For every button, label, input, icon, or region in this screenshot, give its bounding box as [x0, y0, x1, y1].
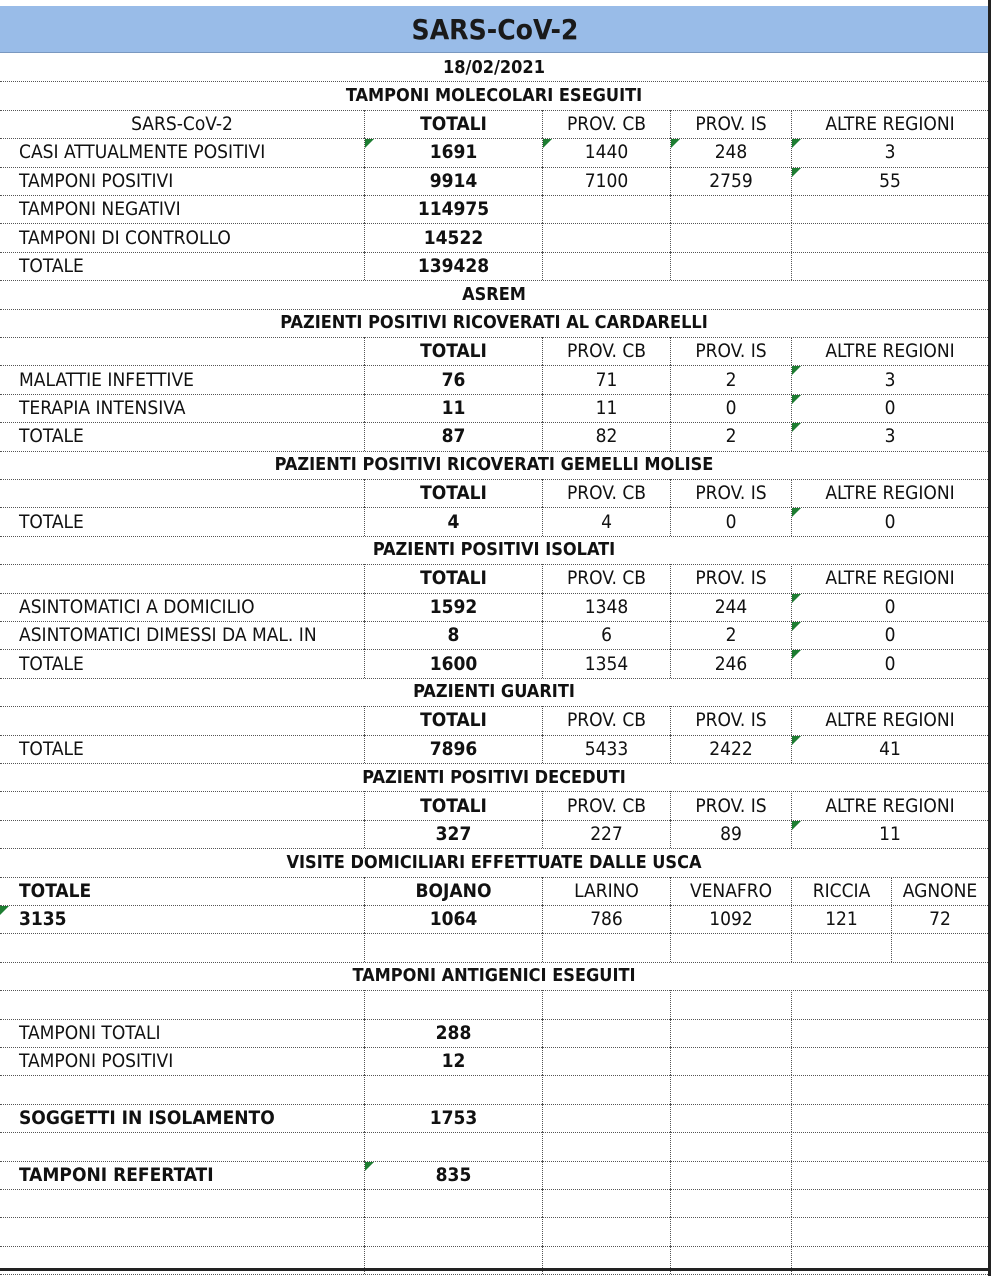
molecolari-header-tot-cell[interactable]: TOTALI: [364, 110, 542, 138]
antigenici-empty-row-al-cell[interactable]: [791, 990, 988, 1018]
cardarelli-row-cb-cell[interactable]: 71: [542, 365, 670, 393]
cardarelli-header-cb-cell[interactable]: PROV. CB: [542, 337, 670, 365]
molecolari-row-is-cell[interactable]: 2759: [670, 167, 791, 195]
molecolari-row-cb-cell[interactable]: [542, 195, 670, 223]
usca-values: [0, 905, 988, 934]
cardarelli-row-al-cell[interactable]: 0: [791, 394, 988, 422]
deceduti-header: [0, 791, 988, 820]
asrem-title[interactable]: ASREM: [462, 283, 526, 305]
usca-empty-row-lbl-cell[interactable]: [0, 933, 364, 961]
antigenici-empty-row-5-lbl-cell[interactable]: [0, 1217, 364, 1245]
cell-comment-marker-icon: [792, 423, 801, 432]
molecolari-row: [0, 167, 988, 196]
deceduti-header-lbl-cell[interactable]: [0, 791, 364, 819]
cardarelli-row-cb-cell[interactable]: 11: [542, 394, 670, 422]
isolati-row-tot-cell[interactable]: 8: [364, 621, 542, 649]
molecolari-row-cb-cell[interactable]: 7100: [542, 167, 670, 195]
guariti-header-al-cell[interactable]: ALTRE REGIONI: [791, 706, 988, 734]
cell-comment-marker-icon: [792, 622, 801, 631]
gemelli-header-is-cell[interactable]: PROV. IS: [670, 479, 791, 507]
guariti-row-is-cell[interactable]: 2422: [670, 735, 791, 763]
antigenici-isolamento-label[interactable]: SOGGETTI IN ISOLAMENTO: [19, 1106, 275, 1129]
antigenici-isolamento-value[interactable]: 1753: [364, 1104, 542, 1132]
molecolari-section-title[interactable]: TAMPONI MOLECOLARI ESEGUITI: [345, 85, 643, 107]
guariti-row-al-cell[interactable]: 41: [791, 735, 988, 763]
usca-values-lbl-cell[interactable]: 3135: [19, 908, 67, 931]
isolati-header-al-cell[interactable]: ALTRE REGIONI: [791, 564, 988, 592]
isolati-row-is-cell[interactable]: 2: [670, 621, 791, 649]
usca-empty-row-tot-cell[interactable]: [364, 933, 542, 961]
antigenici-empty-row-3-al-cell[interactable]: [791, 1132, 988, 1160]
cardarelli-row-al-cell[interactable]: 3: [791, 365, 988, 393]
usca-header-is-cell[interactable]: VENAFRO: [670, 877, 791, 905]
antigenici-empty-row-2-tot-cell[interactable]: [364, 1075, 542, 1103]
cardarelli-row-lbl-cell[interactable]: MALATTIE INFETTIVE: [19, 368, 194, 391]
antigenici-tamponi-positivi-value[interactable]: 12: [364, 1047, 542, 1075]
isolati-row-tot-cell[interactable]: 1600: [364, 649, 542, 677]
cardarelli-row: [0, 422, 988, 451]
usca-section-title-row: [0, 848, 988, 877]
antigenici-empty-row-tot-cell[interactable]: [364, 990, 542, 1018]
usca-empty-row-cb-cell[interactable]: [542, 933, 670, 961]
gemelli-header-tot-cell[interactable]: TOTALI: [364, 479, 542, 507]
antigenici-empty-row-3-tot-cell[interactable]: [364, 1132, 542, 1160]
antigenici-section-title-row: [0, 962, 988, 991]
gemelli-row-lbl-cell[interactable]: TOTALE: [19, 510, 84, 533]
molecolari-row-tot-cell[interactable]: 14522: [364, 223, 542, 251]
isolati-row-al-cell[interactable]: 0: [791, 649, 988, 677]
cell-comment-marker-icon: [792, 736, 801, 745]
deceduti-row: [0, 820, 988, 849]
molecolari-row-tot-cell[interactable]: 139428: [364, 252, 542, 280]
isolati-row: [0, 621, 988, 650]
molecolari-row-lbl-cell[interactable]: TAMPONI POSITIVI: [19, 169, 174, 192]
antigenici-tamponi-totali-al-cell[interactable]: [791, 1019, 988, 1047]
molecolari-row-cb-cell[interactable]: [542, 252, 670, 280]
gemelli-header-cb-cell[interactable]: PROV. CB: [542, 479, 670, 507]
molecolari-header-cb-cell[interactable]: PROV. CB: [542, 110, 670, 138]
sheet-title: SARS-CoV-2: [0, 6, 990, 53]
antigenici-empty-row-2-al-cell[interactable]: [791, 1075, 988, 1103]
molecolari-row-is-cell[interactable]: [670, 252, 791, 280]
antigenici-tamponi-totali: [0, 1019, 988, 1048]
antigenici-empty-row-4-cb-cell[interactable]: [542, 1189, 670, 1217]
cardarelli-row: [0, 365, 988, 394]
deceduti-header-tot-cell[interactable]: TOTALI: [364, 791, 542, 819]
isolati-header-tot-cell[interactable]: TOTALI: [364, 564, 542, 592]
cardarelli-section-title[interactable]: PAZIENTI POSITIVI RICOVERATI AL CARDARELLI: [280, 312, 708, 334]
isolati-section-title[interactable]: PAZIENTI POSITIVI ISOLATI: [372, 539, 616, 561]
molecolari-row-is-cell[interactable]: 248: [670, 138, 791, 166]
antigenici-empty-row-is-cell[interactable]: [670, 990, 791, 1018]
antigenici-tamponi-positivi-label[interactable]: TAMPONI POSITIVI: [19, 1050, 174, 1073]
molecolari-row-al-cell[interactable]: [791, 195, 988, 223]
usca-header: [0, 877, 988, 906]
cell-comment-marker-icon: [792, 168, 801, 177]
guariti-row-cb-cell[interactable]: 5433: [542, 735, 670, 763]
cardarelli-row-tot-cell[interactable]: 11: [364, 394, 542, 422]
antigenici-section-title[interactable]: TAMPONI ANTIGENICI ESEGUITI: [352, 965, 636, 987]
antigenici-tamponi-totali-cb-cell[interactable]: [542, 1019, 670, 1047]
guariti-section-title-row: [0, 678, 988, 707]
molecolari-row-al-cell[interactable]: [791, 223, 988, 251]
molecolari-header: [0, 110, 988, 139]
usca-values-is-cell[interactable]: 1092: [670, 905, 791, 933]
antigenici-isolamento-cb-cell[interactable]: [542, 1104, 670, 1132]
isolati-row-lbl-cell[interactable]: ASINTOMATICI A DOMICILIO: [19, 595, 255, 618]
gemelli-row-cb-cell[interactable]: 4: [542, 507, 670, 535]
cardarelli-row: [0, 394, 988, 423]
cell-comment-marker-icon: [792, 821, 801, 830]
antigenici-empty-row-2: [0, 1075, 988, 1104]
antigenici-empty-row-4-lbl-cell[interactable]: [0, 1189, 364, 1217]
antigenici-empty-row-cb-cell[interactable]: [542, 990, 670, 1018]
deceduti-section-title-row: [0, 763, 988, 792]
antigenici-empty-row-4-is-cell[interactable]: [670, 1189, 791, 1217]
gemelli-header-lbl-cell[interactable]: [0, 479, 364, 507]
molecolari-row-tot-cell[interactable]: 1691: [364, 138, 542, 166]
cardarelli-row-al-cell[interactable]: 3: [791, 422, 988, 450]
usca-empty-row-ric-cell[interactable]: [791, 933, 891, 961]
cell-comment-marker-icon: [792, 366, 801, 375]
molecolari-row: [0, 223, 988, 252]
gemelli-header: [0, 479, 988, 508]
molecolari-row-tot-cell[interactable]: 114975: [364, 195, 542, 223]
usca-header-ric-cell[interactable]: RICCIA: [791, 877, 891, 905]
guariti-header-tot-cell[interactable]: TOTALI: [364, 706, 542, 734]
antigenici-empty-row-4-tot-cell[interactable]: [364, 1189, 542, 1217]
isolati-row-cb-cell[interactable]: 6: [542, 621, 670, 649]
usca-values-ric-cell[interactable]: 121: [791, 905, 891, 933]
deceduti-section-title[interactable]: PAZIENTI POSITIVI DECEDUTI: [362, 766, 626, 788]
antigenici-refertati: [0, 1161, 988, 1190]
gemelli-section-title-row: [0, 451, 988, 480]
usca-header-agn-cell[interactable]: AGNONE: [891, 877, 988, 905]
cell-comment-marker-icon: [365, 1162, 374, 1171]
cell-comment-marker-icon: [792, 594, 801, 603]
molecolari-section-title-row: [0, 81, 988, 110]
cell-comment-marker-icon: [543, 139, 552, 148]
isolati-header-cb-cell[interactable]: PROV. CB: [542, 564, 670, 592]
deceduti-row-tot-cell[interactable]: 327: [364, 820, 542, 848]
molecolari-row-al-cell[interactable]: 3: [791, 138, 988, 166]
molecolari-row-lbl-cell[interactable]: TAMPONI NEGATIVI: [19, 198, 181, 221]
molecolari-row-al-cell[interactable]: [791, 252, 988, 280]
antigenici-tamponi-positivi-cb-cell[interactable]: [542, 1047, 670, 1075]
antigenici-tamponi-positivi: [0, 1047, 988, 1076]
usca-header-tot-cell[interactable]: BOJANO: [364, 877, 542, 905]
antigenici-empty-row-5-cb-cell[interactable]: [542, 1217, 670, 1245]
antigenici-tamponi-positivi-al-cell[interactable]: [791, 1047, 988, 1075]
deceduti-row-lbl-cell[interactable]: [0, 820, 364, 848]
cardarelli-section-title-row: [0, 309, 988, 338]
gemelli-row: [0, 507, 988, 536]
usca-section-title[interactable]: VISITE DOMICILIARI EFFETTUATE DALLE USCA: [286, 851, 702, 873]
molecolari-header-lbl-cell[interactable]: SARS-CoV-2: [131, 112, 233, 135]
antigenici-refertati-is-cell[interactable]: [670, 1161, 791, 1189]
isolati-header-lbl-cell[interactable]: [0, 564, 364, 592]
antigenici-empty-row-4: [0, 1189, 988, 1218]
guariti-header-cb-cell[interactable]: PROV. CB: [542, 706, 670, 734]
antigenici-empty-row-3: [0, 1132, 988, 1161]
antigenici-empty-row-2-cb-cell[interactable]: [542, 1075, 670, 1103]
molecolari-row-lbl-cell[interactable]: CASI ATTUALMENTE POSITIVI: [19, 141, 266, 164]
deceduti-header-is-cell[interactable]: PROV. IS: [670, 791, 791, 819]
deceduti-row-cb-cell[interactable]: 227: [542, 820, 670, 848]
molecolari-row-lbl-cell[interactable]: TOTALE: [19, 254, 84, 277]
molecolari-row: [0, 252, 988, 281]
antigenici-refertati-value[interactable]: 835: [364, 1161, 542, 1189]
antigenici-empty-row-lbl-cell[interactable]: [0, 990, 364, 1018]
guariti-header-is-cell[interactable]: PROV. IS: [670, 706, 791, 734]
antigenici-empty-row-5: [0, 1217, 988, 1246]
molecolari-row-is-cell[interactable]: [670, 223, 791, 251]
antigenici-refertati-cb-cell[interactable]: [542, 1161, 670, 1189]
report-date[interactable]: 18/02/2021: [443, 56, 545, 78]
guariti-row-lbl-cell[interactable]: TOTALE: [19, 737, 84, 760]
molecolari-row-al-cell[interactable]: 55: [791, 167, 988, 195]
usca-values-tot-cell[interactable]: 1064: [364, 905, 542, 933]
report-date-row: [0, 53, 988, 82]
guariti-section-title[interactable]: PAZIENTI GUARITI: [413, 681, 575, 703]
cell-comment-marker-icon: [792, 650, 801, 659]
usca-values-cb-cell[interactable]: 786: [542, 905, 670, 933]
isolati-row: [0, 593, 988, 622]
molecolari-row-cb-cell[interactable]: [542, 223, 670, 251]
gemelli-header-al-cell[interactable]: ALTRE REGIONI: [791, 479, 988, 507]
cardarelli-header-is-cell[interactable]: PROV. IS: [670, 337, 791, 365]
antigenici-empty-row-3-cb-cell[interactable]: [542, 1132, 670, 1160]
antigenici-empty-row: [0, 990, 988, 1019]
guariti-row-tot-cell[interactable]: 7896: [364, 735, 542, 763]
cardarelli-header-lbl-cell[interactable]: [0, 337, 364, 365]
usca-empty-row: [0, 933, 988, 962]
antigenici-tamponi-totali-label[interactable]: TAMPONI TOTALI: [19, 1021, 161, 1044]
isolati-row-is-cell[interactable]: 246: [670, 649, 791, 677]
usca-header-lbl-cell[interactable]: TOTALE: [19, 879, 92, 902]
molecolari-row-lbl-cell[interactable]: TAMPONI DI CONTROLLO: [19, 226, 231, 249]
cardarelli-row-tot-cell[interactable]: 76: [364, 365, 542, 393]
isolati-header-is-cell[interactable]: PROV. IS: [670, 564, 791, 592]
cardarelli-header-al-cell[interactable]: ALTRE REGIONI: [791, 337, 988, 365]
isolati-section-title-row: [0, 536, 988, 565]
isolati-row-cb-cell[interactable]: 1354: [542, 649, 670, 677]
guariti-header-lbl-cell[interactable]: [0, 706, 364, 734]
usca-header-cb-cell[interactable]: LARINO: [542, 877, 670, 905]
guariti-row: [0, 735, 988, 764]
cardarelli-row-cb-cell[interactable]: 82: [542, 422, 670, 450]
antigenici-tamponi-positivi-is-cell[interactable]: [670, 1047, 791, 1075]
molecolari-row: [0, 195, 988, 224]
gemelli-row-tot-cell[interactable]: 4: [364, 507, 542, 535]
deceduti-row-is-cell[interactable]: 89: [670, 820, 791, 848]
asrem-title-row: [0, 280, 988, 309]
cardarelli-row-lbl-cell[interactable]: TERAPIA INTENSIVA: [19, 396, 186, 419]
antigenici-isolamento-al-cell[interactable]: [791, 1104, 988, 1132]
cell-comment-marker-icon: [671, 139, 680, 148]
antigenici-isolamento-is-cell[interactable]: [670, 1104, 791, 1132]
isolati-row-cb-cell[interactable]: 1348: [542, 593, 670, 621]
usca-empty-row-agn-cell[interactable]: [891, 933, 988, 961]
molecolari-header-is-cell[interactable]: PROV. IS: [670, 110, 791, 138]
antigenici-refertati-al-cell[interactable]: [791, 1161, 988, 1189]
bottom-border: [0, 1268, 990, 1271]
cardarelli-header: [0, 337, 988, 366]
guariti-header: [0, 706, 988, 735]
isolati-row-lbl-cell[interactable]: ASINTOMATICI DIMESSI DA MAL. IN: [19, 624, 317, 647]
antigenici-tamponi-totali-value[interactable]: 288: [364, 1019, 542, 1047]
cardarelli-row-is-cell[interactable]: 2: [670, 365, 791, 393]
antigenici-empty-row-2-lbl-cell[interactable]: [0, 1075, 364, 1103]
antigenici-empty-row-5-tot-cell[interactable]: [364, 1217, 542, 1245]
isolati-row-al-cell[interactable]: 0: [791, 593, 988, 621]
isolati-row-is-cell[interactable]: 244: [670, 593, 791, 621]
deceduti-row-al-cell[interactable]: 11: [791, 820, 988, 848]
isolati-row-tot-cell[interactable]: 1592: [364, 593, 542, 621]
cell-comment-marker-icon: [0, 906, 9, 915]
gemelli-row-is-cell[interactable]: 0: [670, 507, 791, 535]
deceduti-header-cb-cell[interactable]: PROV. CB: [542, 791, 670, 819]
antigenici-empty-row-3-lbl-cell[interactable]: [0, 1132, 364, 1160]
gemelli-row-al-cell[interactable]: 0: [791, 507, 988, 535]
antigenici-tamponi-totali-is-cell[interactable]: [670, 1019, 791, 1047]
molecolari-row-is-cell[interactable]: [670, 195, 791, 223]
isolati-header: [0, 564, 988, 593]
isolati-row: [0, 649, 988, 678]
cardarelli-row-tot-cell[interactable]: 87: [364, 422, 542, 450]
right-border: [988, 0, 991, 1276]
antigenici-empty-row-5-al-cell[interactable]: [791, 1217, 988, 1245]
antigenici-refertati-label[interactable]: TAMPONI REFERTATI: [19, 1163, 214, 1186]
cardarelli-row-lbl-cell[interactable]: TOTALE: [19, 425, 84, 448]
molecolari-row-tot-cell[interactable]: 9914: [364, 167, 542, 195]
isolati-row-al-cell[interactable]: 0: [791, 621, 988, 649]
cell-comment-marker-icon: [792, 139, 801, 148]
antigenici-empty-row-2-is-cell[interactable]: [670, 1075, 791, 1103]
gemelli-section-title[interactable]: PAZIENTI POSITIVI RICOVERATI GEMELLI MOLISE: [274, 454, 714, 476]
antigenici-isolamento: [0, 1104, 988, 1133]
cardarelli-header-tot-cell[interactable]: TOTALI: [364, 337, 542, 365]
cell-comment-marker-icon: [792, 395, 801, 404]
deceduti-header-al-cell[interactable]: ALTRE REGIONI: [791, 791, 988, 819]
cell-comment-marker-icon: [792, 508, 801, 517]
usca-values-agn-cell[interactable]: 72: [891, 905, 988, 933]
molecolari-row: [0, 138, 988, 167]
cardarelli-row-is-cell[interactable]: 2: [670, 422, 791, 450]
cell-comment-marker-icon: [365, 139, 374, 148]
molecolari-row-cb-cell[interactable]: 1440: [542, 138, 670, 166]
cardarelli-row-is-cell[interactable]: 0: [670, 394, 791, 422]
isolati-row-lbl-cell[interactable]: TOTALE: [19, 652, 84, 675]
usca-empty-row-is-cell[interactable]: [670, 933, 791, 961]
antigenici-empty-row-5-is-cell[interactable]: [670, 1217, 791, 1245]
antigenici-empty-row-4-al-cell[interactable]: [791, 1189, 988, 1217]
antigenici-empty-row-3-is-cell[interactable]: [670, 1132, 791, 1160]
molecolari-header-al-cell[interactable]: ALTRE REGIONI: [791, 110, 988, 138]
